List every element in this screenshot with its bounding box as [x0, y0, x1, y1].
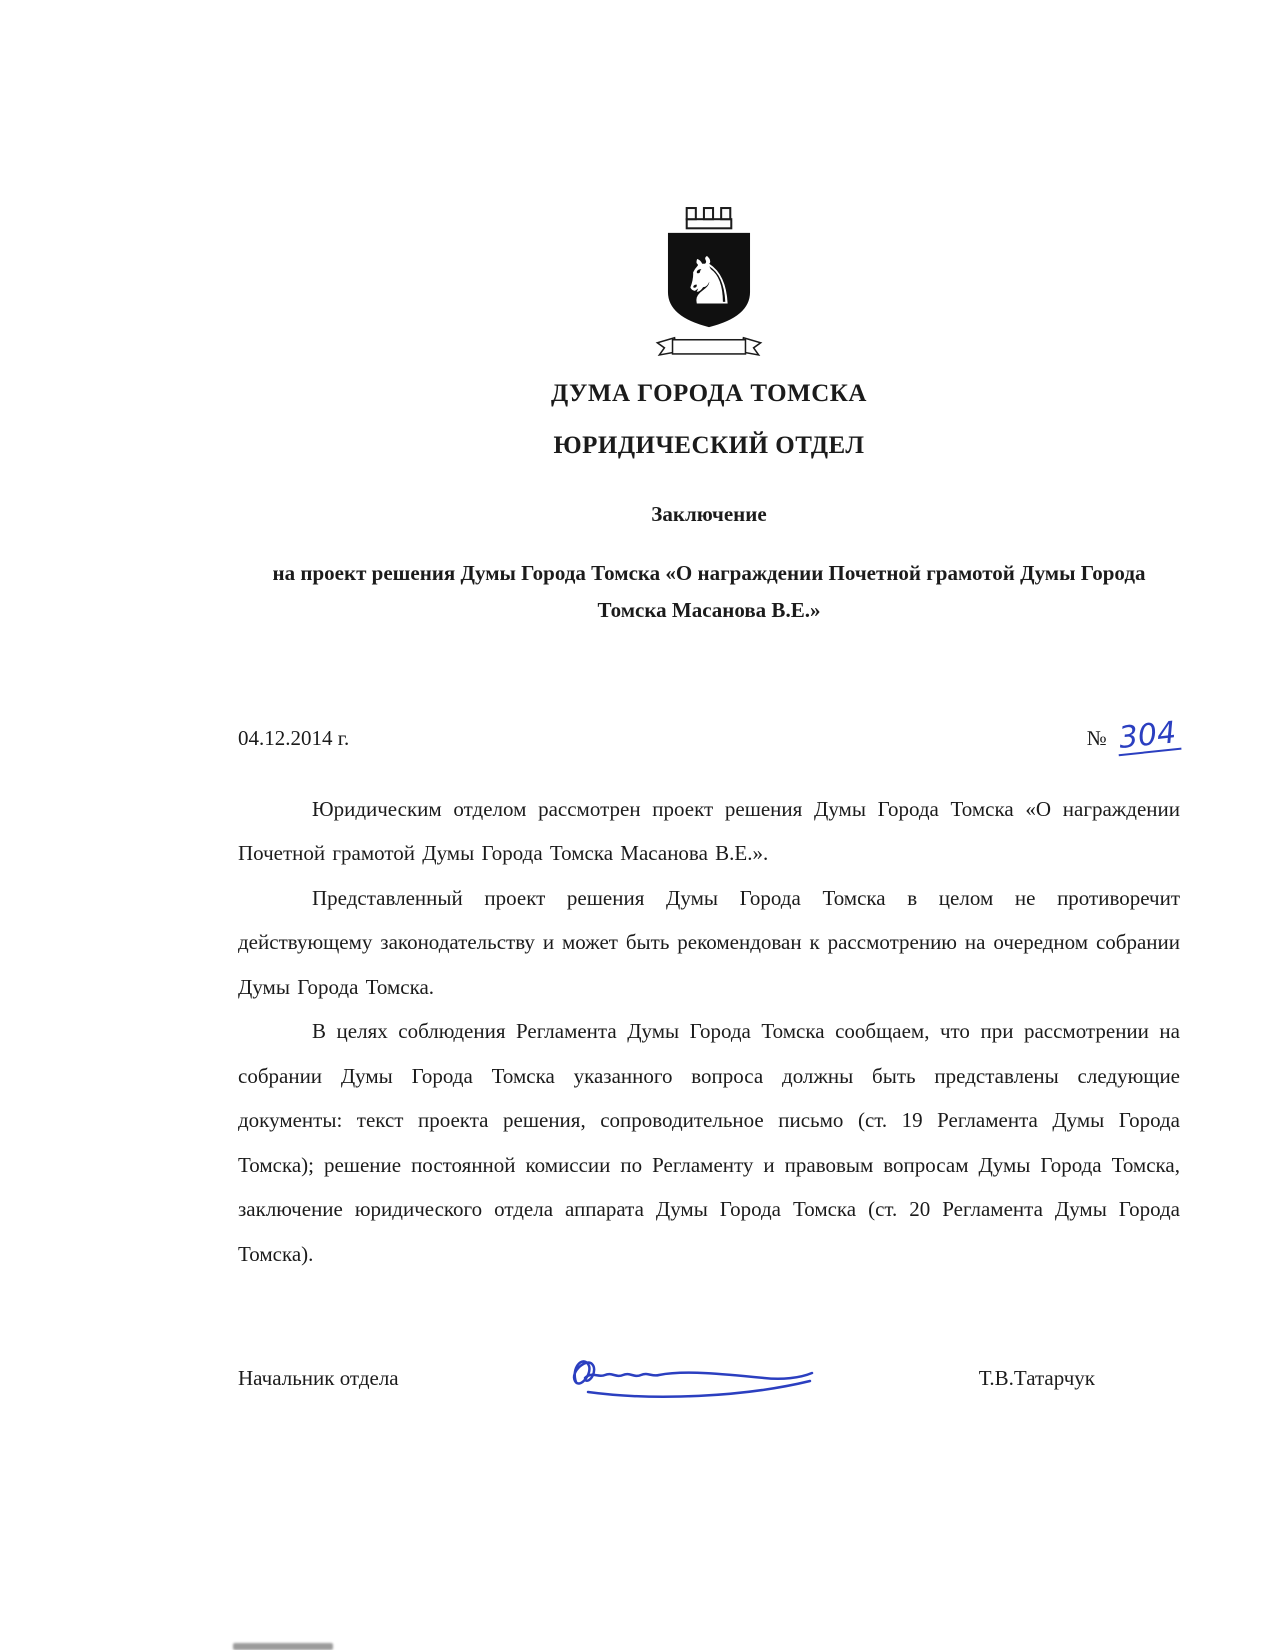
org-name-line2: ЮРИДИЧЕСКИЙ ОТДЕЛ: [553, 432, 865, 459]
signer-name: Т.В.Татарчук: [978, 1365, 1095, 1390]
document-body: [238, 787, 1180, 1277]
paragraph: Юридическим отделом рассмотрен проект решения Думы Города Томска «О награждении Почетной грамотой Думы Города Томска Масанова В.Е.».: [238, 796, 1180, 866]
number-value-handwritten: 304: [1115, 717, 1181, 755]
handwritten-signature-icon: [554, 1348, 824, 1408]
scan-artifact: [233, 1643, 333, 1650]
document-number: [1086, 714, 1180, 756]
paragraph: Представленный проект решения Думы Города Томска в целом не противоречит действующему законодательству и может быть рекомендован к рассмотрению на очередном собрании Думы Города Томска.: [238, 885, 1180, 999]
signature-area: [399, 1348, 979, 1408]
date-number-row: [238, 714, 1180, 756]
emblem-block: [238, 0, 1180, 364]
document-subject: на проект решения Думы Города Томска «О награждении Почетной грамотой Думы Города Томска Масанова В.Е.»: [272, 561, 1146, 622]
crown-icon: [687, 208, 732, 228]
tomsk-coat-of-arms-icon: [648, 205, 770, 359]
document-title: Заключение: [651, 502, 767, 526]
ribbon-icon: [657, 338, 760, 355]
document-date: 04.12.2014 г.: [238, 725, 350, 750]
paragraph: В целях соблюдения Регламента Думы Города Томска сообщаем, что при рассмотрении на собрании Думы Города Томска указанного вопроса должны быть представлены следующие документы: текст проекта решения, сопроводительное письмо (ст. 19 Регламента Думы Города Томска); решение постоянной комиссии по Регламенту и правовым вопросам Думы Города Томска, заключение юридического отдела аппарата Думы Города Томска (ст. 20 Регламента Думы Города Томска).: [238, 1019, 1180, 1266]
org-name-line1: ДУМА ГОРОДА ТОМСКА: [551, 380, 867, 407]
signature-row: [238, 1348, 1180, 1408]
number-label: №: [1086, 725, 1107, 750]
signer-position: Начальник отдела: [238, 1365, 399, 1390]
horse-icon: ♞: [679, 246, 739, 319]
